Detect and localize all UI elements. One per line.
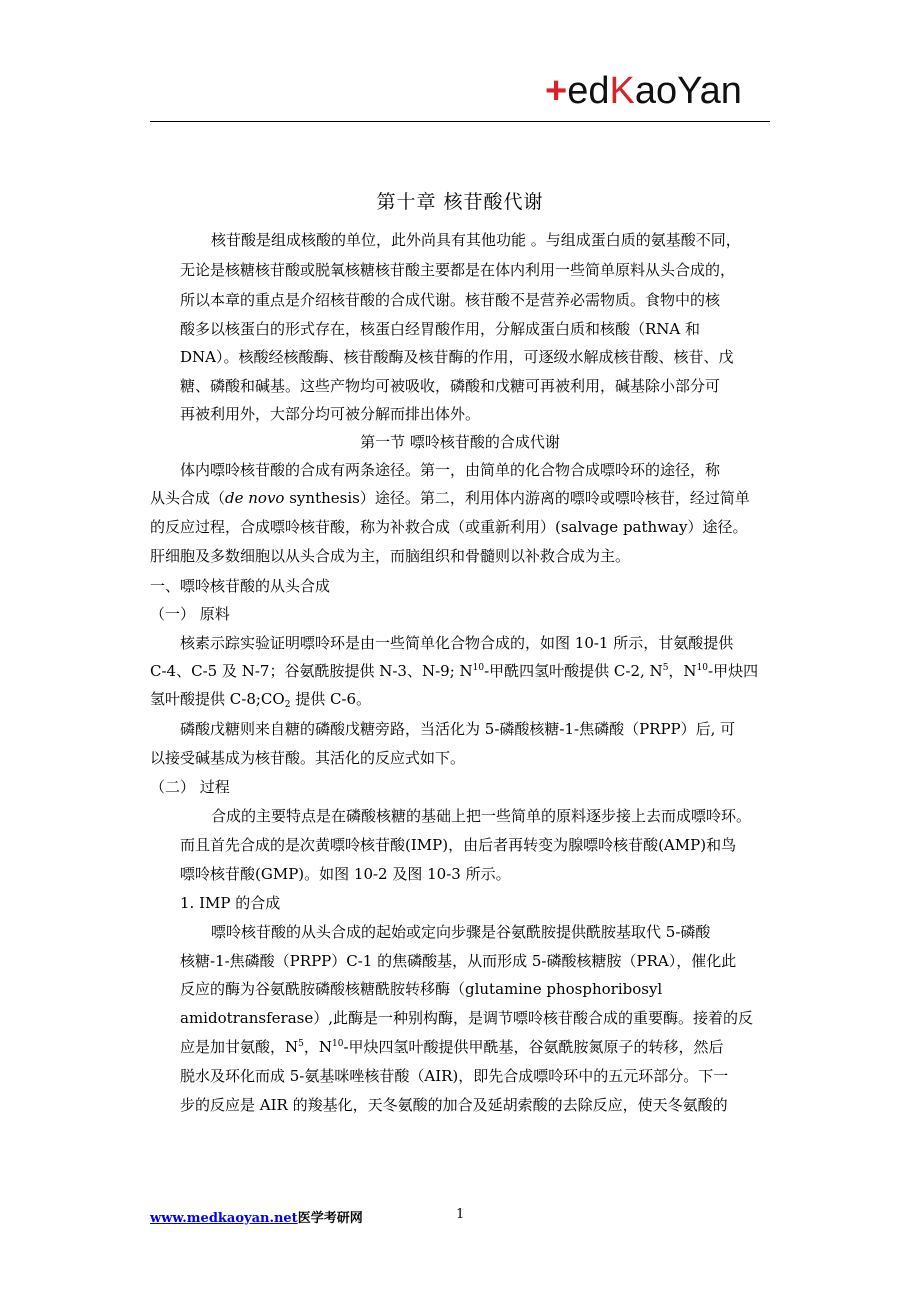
body-line: 核素示踪实验证明嘌呤环是由一些简单化合物合成的，如图 10-1 所示，甘氨酸提供 <box>180 634 734 652</box>
footer-site-name: 医学考研网 <box>297 1211 363 1226</box>
body-line: 再被利用外，大部分均可被分解而排出体外。 <box>180 405 481 423</box>
footer-site <box>150 1207 363 1226</box>
header-rule <box>150 121 770 122</box>
body-line: DNA）。核酸经核酸酶、核苷酸酶及核苷酶的作用，可逐级水解成核苷酸、核苷、戊 <box>180 348 734 366</box>
body-line: 以接受碱基成为核苷酸。其活化的反应式如下。 <box>150 749 466 767</box>
body-line: 无论是核糖核苷酸或脱氧核糖核苷酸主要都是在体内利用一些简单原料从头合成的， <box>180 261 736 279</box>
subsection-heading: 1. IMP 的合成 <box>180 894 281 912</box>
body-line: C-4、C-5 及 N-7；谷氨酰胺提供 N-3、N-9; $N^{10}-$甲酰四氢叶酸提供 C-2, $N^5$，$N^{10}-$甲炔四 <box>150 662 759 680</box>
body-line: 反应的酶为谷氨酰胺磷酸核糖酰胺转移酶（glutamine phosphoribosyl <box>180 980 663 998</box>
subsection-heading: （二） 过程 <box>150 778 230 796</box>
page-number: 1 <box>456 1207 465 1222</box>
body-line: 磷酸戊糖则来自糖的磷酸戊糖旁路，当活化为 5-磷酸核糖-1-焦磷酸（PRPP）后, 可 <box>180 720 736 738</box>
body-line: 从头合成（de novo synthesis）途径。第二，利用体内游离的嘌呤或嘌呤核苷，经过简单 <box>150 489 750 507</box>
logo-ed: ed <box>567 70 610 112</box>
body-line: 嘌呤核苷酸(GMP)。如图 10-2 及图 10-3 所示。 <box>180 865 511 883</box>
body-line: 酸多以核蛋白的形式存在，核蛋白经胃酸作用，分解成蛋白质和核酸（RNA 和 <box>180 320 701 338</box>
body-line: 步的反应是 AIR 的羧基化，天冬氨酸的加合及延胡索酸的去除反应，使天冬氨酸的 <box>180 1096 728 1114</box>
subsection-heading: （一） 原料 <box>150 605 230 623</box>
body-line: 的反应过程，合成嘌呤核苷酸，称为补救合成（或重新利用）(salvage pathway）途径。 <box>150 518 748 536</box>
logo-aoyan: aoYan <box>634 70 742 112</box>
body-line: 而且首先合成的是次黄嘌呤核苷酸(IMP)，由后者再转变为腺嘌呤核苷酸(AMP)和鸟 <box>180 836 737 854</box>
subsection-heading: 一、嘌呤核苷酸的从头合成 <box>150 577 331 595</box>
body-line: 嘌呤核苷酸的从头合成的起始或定向步骤是谷氨酰胺提供酰胺基取代 5-磷酸 <box>211 923 711 941</box>
body-line: 核苷酸是组成核酸的单位，此外尚具有其他功能 。与组成蛋白质的氨基酸不同， <box>211 231 741 249</box>
body-line: 核糖-1-焦磷酸（PRPP）C-1 的焦磷酸基，从而形成 5-磷酸核糖胺（PRA），催化此 <box>180 952 737 970</box>
body-line: 体内嘌呤核苷酸的合成有两条途径。第一，由简单的化合物合成嘌呤环的途径，称 <box>180 461 721 479</box>
body-line: 合成的主要特点是在磷酸核糖的基础上把一些简单的原料逐步接上去而成嘌呤环。 <box>211 807 752 825</box>
logo-plus: + <box>545 70 568 112</box>
body-line: 应是加甘氨酸，$N^5$，$N^{10}-$甲炔四氢叶酸提供甲酰基，谷氨酰胺氮原子的转移，然后 <box>180 1038 724 1056</box>
section-heading: 第一节 嘌呤核苷酸的合成代谢 <box>360 433 560 451</box>
footer-link[interactable]: www.medkaoyan.net <box>150 1211 298 1226</box>
medkaoyan-logo <box>545 62 767 120</box>
body-line: 所以本章的重点是介绍核苷酸的合成代谢。核苷酸不是营养必需物质。食物中的核 <box>180 291 721 309</box>
body-line: 糖、磷酸和碱基。这些产物均可被吸收，磷酸和戊糖可再被利用，碱基除小部分可 <box>180 377 721 395</box>
body-line: 氢叶酸提供 $C-8;CO_2$ 提供 C-6。 <box>150 690 372 710</box>
body-line: 肝细胞及多数细胞以从头合成为主，而脑组织和骨髓则以补救合成为主。 <box>150 547 631 565</box>
chapter-title: 第十章 核苷酸代谢 <box>376 191 544 213</box>
logo-k: K <box>609 70 635 112</box>
body-line: amidotransferase）,此酶是一种别构酶，是调节嘌呤核苷酸合成的重要酶。接着的反 <box>180 1009 753 1027</box>
body-line: 脱水及环化而成 5-氨基咪唑核苷酸（AIR)，即先合成嘌呤环中的五元环部分。下一 <box>180 1067 729 1085</box>
